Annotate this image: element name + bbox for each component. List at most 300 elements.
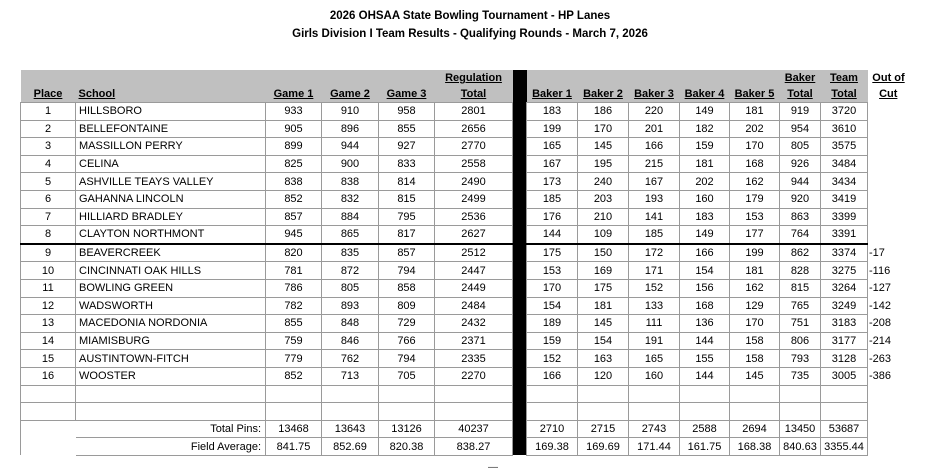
game1-cell: 782 (266, 297, 322, 315)
game3-cell: 833 (379, 155, 435, 173)
out-of-cut-cell (868, 138, 910, 156)
school-cell: AUSTINTOWN-FITCH (76, 350, 266, 368)
divider-bar (513, 244, 527, 262)
baker5-cell: 179 (730, 190, 780, 208)
total-pins-row (21, 420, 910, 438)
divider-bar (513, 70, 527, 86)
baker2-cell: 145 (578, 315, 629, 333)
total-pins-row-label: Total Pins: (76, 420, 266, 438)
empty-cell (21, 420, 76, 438)
school-cell: MACEDONIA NORDONIA (76, 315, 266, 333)
baker4-cell: 182 (680, 120, 730, 138)
baker5-cell: 162 (730, 279, 780, 297)
results-table (20, 70, 910, 456)
school-cell: BOWLING GREEN (76, 279, 266, 297)
baker4-cell: 149 (680, 226, 730, 244)
regulation-total-cell: 2499 (435, 190, 513, 208)
empty-cell (21, 438, 76, 456)
header-school: School (76, 86, 266, 103)
place-cell: 8 (21, 226, 76, 244)
team-total-cell: 3264 (821, 279, 868, 297)
baker-total-cell: 862 (780, 244, 821, 262)
empty-cell (868, 420, 910, 438)
team-total-cell: 3005 (821, 367, 868, 385)
field-average-row-bt: 840.63 (780, 438, 821, 456)
baker-total-cell: 805 (780, 138, 821, 156)
regulation-total-cell: 2335 (435, 350, 513, 368)
empty-cell (821, 385, 868, 403)
header-baker4: Baker 4 (680, 86, 730, 103)
total-pins-row-g1: 13468 (266, 420, 322, 438)
regulation-total-cell: 2484 (435, 297, 513, 315)
out-of-cut-cell (868, 173, 910, 191)
divider-bar (513, 138, 527, 156)
empty-cell (680, 385, 730, 403)
baker2-cell: 186 (578, 103, 629, 121)
baker-total-cell: 954 (780, 120, 821, 138)
total-pins-row-b5: 2694 (730, 420, 780, 438)
team-total-cell: 3575 (821, 138, 868, 156)
empty-cell (629, 385, 680, 403)
place-cell: 11 (21, 279, 76, 297)
game1-cell: 759 (266, 332, 322, 350)
team-total-cell: 3249 (821, 297, 868, 315)
table-row (21, 103, 910, 121)
game1-cell: 852 (266, 367, 322, 385)
game1-cell: 781 (266, 262, 322, 280)
baker4-cell: 156 (680, 279, 730, 297)
game2-cell: 910 (322, 103, 379, 121)
out-of-cut-cell (868, 226, 910, 244)
out-of-cut-cell: -386 (869, 370, 892, 383)
empty-cell (780, 403, 821, 421)
game1-cell: 905 (266, 120, 322, 138)
page-subtitle: Girls Division I Team Results - Qualifying Rounds - March 7, 2026 (292, 28, 648, 40)
baker1-cell: 175 (527, 244, 578, 262)
header-regulation-top: Regulation (435, 70, 513, 86)
empty-cell (322, 385, 379, 403)
baker5-cell: 153 (730, 208, 780, 226)
divider-bar (513, 226, 527, 244)
divider-bar (513, 315, 527, 333)
out-of-cut-cell (868, 155, 910, 173)
header-team-total-top: Team (821, 70, 868, 86)
place-cell: 14 (21, 332, 76, 350)
empty-cell (780, 385, 821, 403)
place-cell: 6 (21, 190, 76, 208)
baker-total-cell: 920 (780, 190, 821, 208)
table-row (21, 208, 910, 226)
divider-bar (513, 367, 527, 385)
team-total-cell: 3275 (821, 262, 868, 280)
header-row-bottom (21, 86, 910, 103)
game3-cell: 766 (379, 332, 435, 350)
header-team-total-bottom: Total (821, 86, 868, 103)
baker2-cell: 203 (578, 190, 629, 208)
place-cell: 12 (21, 297, 76, 315)
field-average-row-reg: 838.27 (435, 438, 513, 456)
total-pins-row-bt: 13450 (780, 420, 821, 438)
empty-cell (868, 438, 910, 456)
empty-cell (322, 403, 379, 421)
field-average-row-b2: 169.69 (578, 438, 629, 456)
divider-bar (513, 403, 527, 421)
empty-cell (435, 403, 513, 421)
game3-cell: 958 (379, 103, 435, 121)
header-baker1: Baker 1 (527, 86, 578, 103)
place-cell: 15 (21, 350, 76, 368)
baker4-cell: 136 (680, 315, 730, 333)
baker1-cell: 173 (527, 173, 578, 191)
place-cell: 9 (21, 244, 76, 262)
school-cell: BELLEFONTAINE (76, 120, 266, 138)
game3-cell: 857 (379, 244, 435, 262)
game2-cell: 835 (322, 244, 379, 262)
game2-cell: 884 (322, 208, 379, 226)
place-cell: 7 (21, 208, 76, 226)
game3-cell: 855 (379, 120, 435, 138)
baker5-cell: 202 (730, 120, 780, 138)
game3-cell: 729 (379, 315, 435, 333)
baker-total-cell: 863 (780, 208, 821, 226)
place-cell: 1 (21, 103, 76, 121)
regulation-total-cell: 2801 (435, 103, 513, 121)
baker2-cell: 175 (578, 279, 629, 297)
baker2-cell: 240 (578, 173, 629, 191)
baker-total-cell: 751 (780, 315, 821, 333)
regulation-total-cell: 2432 (435, 315, 513, 333)
school-cell: HILLIARD BRADLEY (76, 208, 266, 226)
game3-cell: 809 (379, 297, 435, 315)
baker5-cell: 181 (730, 262, 780, 280)
regulation-total-cell: 2627 (435, 226, 513, 244)
empty-cell (76, 385, 266, 403)
baker-total-cell: 944 (780, 173, 821, 191)
header-place: Place (21, 86, 76, 103)
divider-bar (513, 173, 527, 191)
empty-cell (680, 403, 730, 421)
baker1-cell: 176 (527, 208, 578, 226)
divider-bar (513, 350, 527, 368)
school-cell: CINCINNATI OAK HILLS (76, 262, 266, 280)
regulation-total-cell: 2770 (435, 138, 513, 156)
field-average-row-g2: 852.69 (322, 438, 379, 456)
school-cell: WADSWORTH (76, 297, 266, 315)
out-of-cut-cell: -142 (869, 299, 892, 312)
baker5-cell: 129 (730, 297, 780, 315)
baker1-cell: 189 (527, 315, 578, 333)
baker3-cell: 193 (629, 190, 680, 208)
divider-bar (513, 385, 527, 403)
divider-bar (513, 120, 527, 138)
regulation-total-cell: 2490 (435, 173, 513, 191)
baker-total-cell: 765 (780, 297, 821, 315)
game2-cell: 896 (322, 120, 379, 138)
game2-cell: 848 (322, 315, 379, 333)
divider-bar (513, 332, 527, 350)
table-row (21, 190, 910, 208)
regulation-total-cell: 2656 (435, 120, 513, 138)
team-total-cell: 3484 (821, 155, 868, 173)
game1-cell: 899 (266, 138, 322, 156)
team-total-cell: 3374 (821, 244, 868, 262)
game3-cell: 817 (379, 226, 435, 244)
place-cell: 13 (21, 315, 76, 333)
header-cut-top: Out of (868, 70, 910, 86)
baker5-cell: 199 (730, 244, 780, 262)
divider-bar (513, 262, 527, 280)
out-of-cut-cell (868, 190, 910, 208)
game1-cell: 933 (266, 103, 322, 121)
baker4-cell: 181 (680, 155, 730, 173)
baker2-cell: 169 (578, 262, 629, 280)
baker3-cell: 111 (629, 315, 680, 333)
field-average-row-b4: 161.75 (680, 438, 730, 456)
baker4-cell: 168 (680, 297, 730, 315)
baker4-cell: 202 (680, 173, 730, 191)
baker2-cell: 145 (578, 138, 629, 156)
baker2-cell: 120 (578, 367, 629, 385)
baker3-cell: 185 (629, 226, 680, 244)
table-row (21, 367, 910, 385)
total-pins-row-tt: 53687 (821, 420, 868, 438)
team-total-cell: 3391 (821, 226, 868, 244)
baker5-cell: 168 (730, 155, 780, 173)
regulation-total-cell: 2558 (435, 155, 513, 173)
table-row (21, 173, 910, 191)
empty-cell (76, 403, 266, 421)
baker3-cell: 166 (629, 138, 680, 156)
school-cell: WOOSTER (76, 367, 266, 385)
regulation-total-cell: 2270 (435, 367, 513, 385)
out-of-cut-cell: -17 (869, 246, 885, 259)
baker-total-cell: 793 (780, 350, 821, 368)
blank-row (21, 403, 910, 421)
baker1-cell: 159 (527, 332, 578, 350)
baker-total-cell: 926 (780, 155, 821, 173)
header-baker3: Baker 3 (629, 86, 680, 103)
game3-cell: 705 (379, 367, 435, 385)
game2-cell: 838 (322, 173, 379, 191)
baker4-cell: 155 (680, 350, 730, 368)
game3-cell: 794 (379, 262, 435, 280)
total-pins-row-b1: 2710 (527, 420, 578, 438)
baker3-cell: 133 (629, 297, 680, 315)
out-of-cut-cell: -263 (869, 352, 892, 365)
baker3-cell: 165 (629, 350, 680, 368)
table-row (21, 332, 910, 350)
baker3-cell: 201 (629, 120, 680, 138)
place-cell: 16 (21, 367, 76, 385)
regulation-total-cell: 2512 (435, 244, 513, 262)
baker5-cell: 158 (730, 350, 780, 368)
table-row (21, 138, 910, 156)
school-cell: ASHVILLE TEAYS VALLEY (76, 173, 266, 191)
team-total-cell: 3419 (821, 190, 868, 208)
school-cell: GAHANNA LINCOLN (76, 190, 266, 208)
empty-cell (578, 385, 629, 403)
game3-cell: 927 (379, 138, 435, 156)
divider-bar (513, 103, 527, 121)
school-cell: BEAVERCREEK (76, 244, 266, 262)
table-row (21, 226, 910, 244)
field-average-row-b3: 171.44 (629, 438, 680, 456)
table-row (21, 350, 910, 368)
header-game1: Game 1 (266, 86, 322, 103)
game1-cell: 857 (266, 208, 322, 226)
baker4-cell: 154 (680, 262, 730, 280)
game1-cell: 786 (266, 279, 322, 297)
baker4-cell: 149 (680, 103, 730, 121)
baker-total-cell: 828 (780, 262, 821, 280)
game2-cell: 832 (322, 190, 379, 208)
baker-total-cell: 919 (780, 103, 821, 121)
game1-cell: 945 (266, 226, 322, 244)
game1-cell: 838 (266, 173, 322, 191)
school-cell: CLAYTON NORTHMONT (76, 226, 266, 244)
out-of-cut-cell: -208 (869, 317, 892, 330)
baker1-cell: 165 (527, 138, 578, 156)
out-of-cut-cell: -214 (869, 335, 892, 348)
game1-cell: 825 (266, 155, 322, 173)
empty-cell (730, 403, 780, 421)
baker3-cell: 141 (629, 208, 680, 226)
baker1-cell: 152 (527, 350, 578, 368)
divider-bar (513, 438, 527, 456)
baker-total-cell: 764 (780, 226, 821, 244)
game1-cell: 779 (266, 350, 322, 368)
header-game2: Game 2 (322, 86, 379, 103)
baker4-cell: 144 (680, 332, 730, 350)
regulation-total-cell: 2447 (435, 262, 513, 280)
game2-cell: 893 (322, 297, 379, 315)
empty-cell (379, 385, 435, 403)
out-of-cut-cell (868, 120, 910, 138)
divider-bar (513, 279, 527, 297)
total-pins-row-b4: 2588 (680, 420, 730, 438)
divider-bar (513, 86, 527, 103)
header-cut-bottom: Cut (868, 86, 910, 103)
baker2-cell: 170 (578, 120, 629, 138)
header-baker-total-top: Baker (780, 70, 821, 86)
empty-cell (868, 403, 910, 421)
baker3-cell: 220 (629, 103, 680, 121)
baker3-cell: 160 (629, 367, 680, 385)
regulation-total-cell: 2449 (435, 279, 513, 297)
game1-cell: 852 (266, 190, 322, 208)
school-cell: MIAMISBURG (76, 332, 266, 350)
header-baker2: Baker 2 (578, 86, 629, 103)
empty-cell (266, 403, 322, 421)
baker5-cell: 181 (730, 103, 780, 121)
team-total-cell: 3177 (821, 332, 868, 350)
baker2-cell: 109 (578, 226, 629, 244)
baker4-cell: 144 (680, 367, 730, 385)
table-row (21, 155, 910, 173)
game3-cell: 858 (379, 279, 435, 297)
baker2-cell: 150 (578, 244, 629, 262)
out-of-cut-cell: -116 (869, 264, 891, 277)
baker1-cell: 199 (527, 120, 578, 138)
header-baker5: Baker 5 (730, 86, 780, 103)
game2-cell: 900 (322, 155, 379, 173)
place-cell: 10 (21, 262, 76, 280)
game2-cell: 865 (322, 226, 379, 244)
out-of-cut-cell: -127 (869, 282, 892, 295)
out-of-cut-cell (868, 208, 910, 226)
baker1-cell: 183 (527, 103, 578, 121)
table-row (21, 120, 910, 138)
team-total-cell: 3128 (821, 350, 868, 368)
baker5-cell: 162 (730, 173, 780, 191)
field-average-row-label: Field Average: (76, 438, 266, 456)
empty-cell (527, 385, 578, 403)
place-cell: 3 (21, 138, 76, 156)
baker1-cell: 185 (527, 190, 578, 208)
table-row (21, 279, 910, 297)
empty-cell (578, 403, 629, 421)
baker5-cell: 170 (730, 138, 780, 156)
cursor-mark: — (488, 462, 498, 473)
header-regulation-bottom: Total (435, 86, 513, 103)
baker1-cell: 166 (527, 367, 578, 385)
empty-cell (266, 385, 322, 403)
empty-cell (868, 385, 910, 403)
field-average-row-g1: 841.75 (266, 438, 322, 456)
game2-cell: 872 (322, 262, 379, 280)
game1-cell: 820 (266, 244, 322, 262)
baker2-cell: 163 (578, 350, 629, 368)
header-game3: Game 3 (379, 86, 435, 103)
field-average-row-tt: 3355.44 (821, 438, 868, 456)
divider-bar (513, 190, 527, 208)
regulation-total-cell: 2371 (435, 332, 513, 350)
baker5-cell: 145 (730, 367, 780, 385)
field-average-row-b5: 168.38 (730, 438, 780, 456)
baker4-cell: 159 (680, 138, 730, 156)
total-pins-row-reg: 40237 (435, 420, 513, 438)
game2-cell: 846 (322, 332, 379, 350)
empty-cell (730, 385, 780, 403)
blank-row (21, 385, 910, 403)
baker3-cell: 167 (629, 173, 680, 191)
baker1-cell: 154 (527, 297, 578, 315)
total-pins-row-g2: 13643 (322, 420, 379, 438)
team-total-cell: 3183 (821, 315, 868, 333)
team-total-cell: 3720 (821, 103, 868, 121)
field-average-row (21, 438, 910, 456)
game2-cell: 944 (322, 138, 379, 156)
baker5-cell: 170 (730, 315, 780, 333)
game3-cell: 794 (379, 350, 435, 368)
game3-cell: 795 (379, 208, 435, 226)
field-average-row-g3: 820.38 (379, 438, 435, 456)
baker5-cell: 158 (730, 332, 780, 350)
baker1-cell: 167 (527, 155, 578, 173)
place-cell: 5 (21, 173, 76, 191)
regulation-total-cell: 2536 (435, 208, 513, 226)
empty-cell (21, 385, 76, 403)
empty-cell (435, 385, 513, 403)
team-total-cell: 3399 (821, 208, 868, 226)
baker2-cell: 195 (578, 155, 629, 173)
baker2-cell: 210 (578, 208, 629, 226)
header-baker-total-bottom: Total (780, 86, 821, 103)
baker-total-cell: 815 (780, 279, 821, 297)
header-row-top (21, 70, 910, 86)
game2-cell: 805 (322, 279, 379, 297)
team-total-cell: 3610 (821, 120, 868, 138)
